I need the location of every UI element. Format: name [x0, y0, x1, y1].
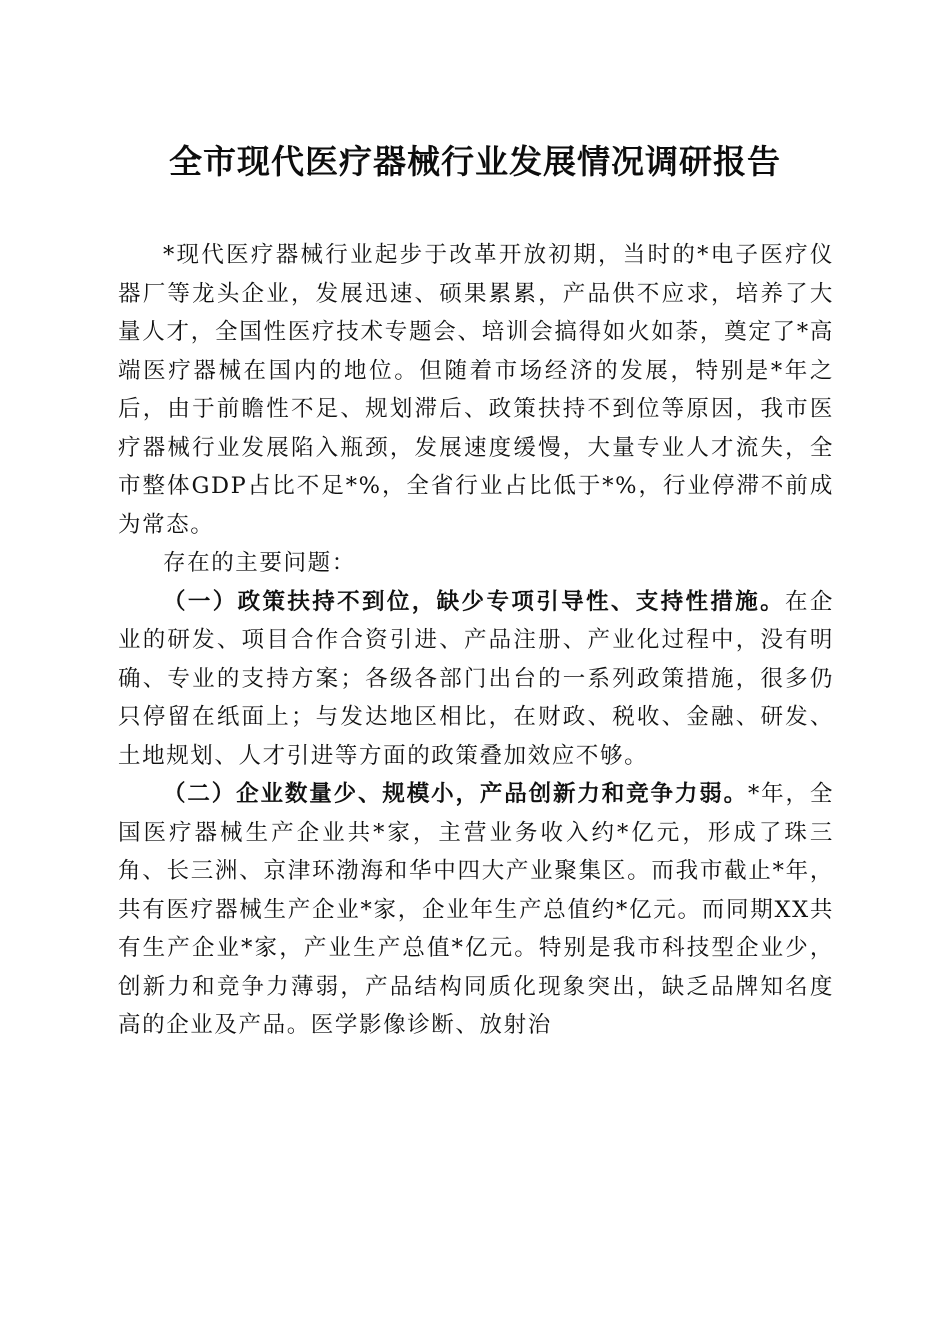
paragraph-intro: [118, 236, 834, 544]
paragraph-text: *现代医疗器械行业起步于改革开放初期，当时的*电子医疗仪器厂等龙头企业，发展迅速、硕果累累，产品供不应求，培养了大量人才，全国性医疗技术专题会、培训会搞得如火如荼，奠定了*高端医疗器械在国内的地位。但随着市场经济的发展，特别是*年之后，由于前瞻性不足、规划滞后、政策扶持不到位等原因，我市医疗器械行业发展陷入瓶颈，发展速度缓慢，大量专业人才流失，全市整体GDP占比不足*%，全省行业占比低于*%，行业停滞不前成为常态。: [118, 242, 834, 538]
paragraph-problem-2: [118, 775, 834, 1045]
paragraph-problems-heading: [118, 544, 834, 583]
paragraph-text: *年，全国医疗器械生产企业共*家，主营业务收入约*亿元，形成了珠三角、长三洲、京津环渤海和华中四大产业聚集区。而我市截止*年，共有医疗器械生产企业*家，企业年生产总值约*亿元。而同期XX共有生产企业*家，产业生产总值*亿元。特别是我市科技型企业少，创新力和竞争力薄弱，产品结构同质化现象突出，缺乏品牌知名度高的企业及产品。医学影像诊断、放射治: [118, 781, 834, 1038]
section-heading-1: （一）政策扶持不到位，缺少专项引导性、支持性措施。: [163, 588, 786, 615]
document-body: [118, 236, 834, 1045]
paragraph-text: 在企业的研发、项目合作合资引进、产品注册、产业化过程中，没有明确、专业的支持方案；各级各部门出台的一系列政策措施，很多仍只停留在纸面上；与发达地区相比，在财政、税收、金融、研发、土地规划、人才引进等方面的政策叠加效应不够。: [118, 588, 834, 769]
section-heading-2: （二）企业数量少、规模小，产品创新力和竞争力弱。: [163, 781, 749, 807]
document-title: 全市现代医疗器械行业发展情况调研报告: [169, 142, 781, 181]
paragraph-problem-1: [118, 583, 834, 776]
paragraph-text: 存在的主要问题：: [163, 550, 356, 576]
